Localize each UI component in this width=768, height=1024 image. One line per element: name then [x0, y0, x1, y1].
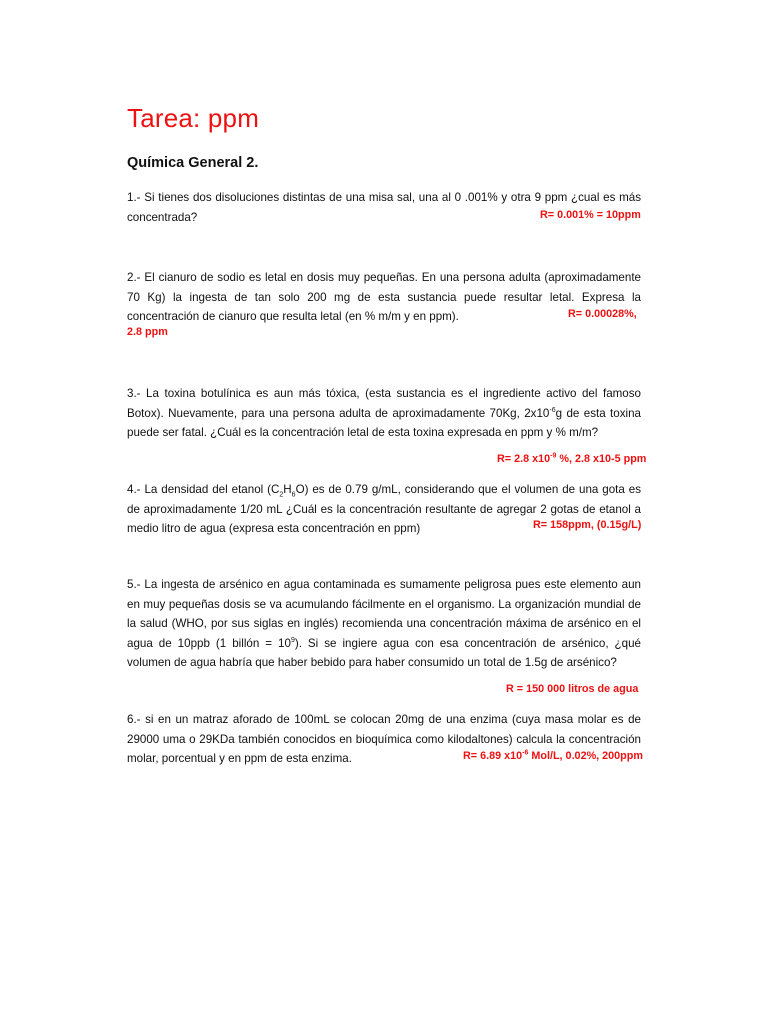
answer-1: R= 0.001% = 10ppm: [540, 209, 641, 221]
answer-2-part1: R= 0.00028%,: [568, 308, 637, 320]
question-1: [127, 188, 641, 227]
answer-6: [463, 750, 643, 762]
question-1-text: 1.- Si tienes dos disoluciones distintas de una misa sal, una al 0 .001% y otra 9 ppm ¿cual es más concentrada?: [127, 191, 641, 224]
question-3-superscript: -6: [549, 406, 556, 414]
question-4-subscript-2: 6: [291, 491, 296, 499]
answer-3-a: R= 2.8 x10: [497, 453, 551, 465]
answer-5: R = 150 000 litros de agua: [506, 683, 639, 695]
question-2: [127, 268, 641, 327]
question-5-superscript: 9: [290, 636, 295, 644]
answer-6-b: Mol/L, 0.02%, 200ppm: [528, 750, 643, 762]
answer-4: R= 158ppm, (0.15g/L): [533, 519, 642, 531]
question-5: [127, 575, 641, 673]
question-3-text-b: g de esta toxina puede ser fatal. ¿Cuál es la concentración letal de esta toxina expresada en ppm y % m/m?: [127, 406, 641, 440]
question-4-text-b: H: [283, 483, 292, 496]
answer-3: [497, 453, 646, 465]
question-4-text-c: O) es de 0.79 g/mL, considerando que el volumen de una gota es de aproximadamente 1/20 mL ¿Cuál es la concentración resultante de agregar 2 gotas de etanol a medio litro de agua (expresa esta concentración en ppm): [127, 483, 641, 536]
question-3: [127, 384, 641, 443]
page-title: Tarea: ppm: [127, 103, 260, 133]
question-5-text-b: ). Si se ingiere agua con esa concentración de arsénico, ¿qué volumen de agua habría que haber bebido para haber consumido un total de 1.5g de arsénico?: [127, 636, 641, 670]
question-5-text-a: 5.- La ingesta de arsénico en agua contaminada es sumamente peligrosa pues este elemento aun en muy pequeñas dosis se va acumulando fácilmente en el organismo. La organización mundial de la salud (WHO, por sus siglas en inglés) recomienda una concentración máxima de arsénico en el agua de 10ppb (1 billón = 10: [127, 578, 641, 650]
page-subtitle: Química General 2.: [127, 155, 259, 171]
answer-6-a: R= 6.89 x10: [463, 750, 523, 762]
answer-2-part2: 2.8 ppm: [127, 326, 168, 338]
answer-3-superscript: -9: [550, 452, 557, 460]
question-4-subscript-1: 2: [279, 491, 284, 499]
question-3-text-a: 3.- La toxina botulínica es aun más tóxica, (esta sustancia es el ingrediente activo del famoso Botox). Nuevamente, para una persona adulta de aproximadamente 70Kg, 2x10: [127, 387, 641, 420]
answer-6-superscript: -6: [522, 749, 529, 757]
question-4-text-a: 4.- La densidad del etanol (C: [127, 483, 280, 496]
question-6-text: 6.- si en un matraz aforado de 100mL se colocan 20mg de una enzima (cuya masa molar es de 29000 uma o 29KDa también conocidos en bioquímica como kilodaltones) calcula la concentración molar, porcentual y en ppm de esta enzima.: [127, 713, 641, 766]
answer-3-b: %, 2.8 x10-5 ppm: [556, 453, 647, 465]
question-2-text: 2.- El cianuro de sodio es letal en dosis muy pequeñas. En una persona adulta (aproximadamente 70 Kg) la ingesta de tan solo 200 mg de esta sustancia puede resultar letal. Expresa la concentración de cianuro que resulta letal (en % m/m y en ppm).: [127, 271, 641, 324]
